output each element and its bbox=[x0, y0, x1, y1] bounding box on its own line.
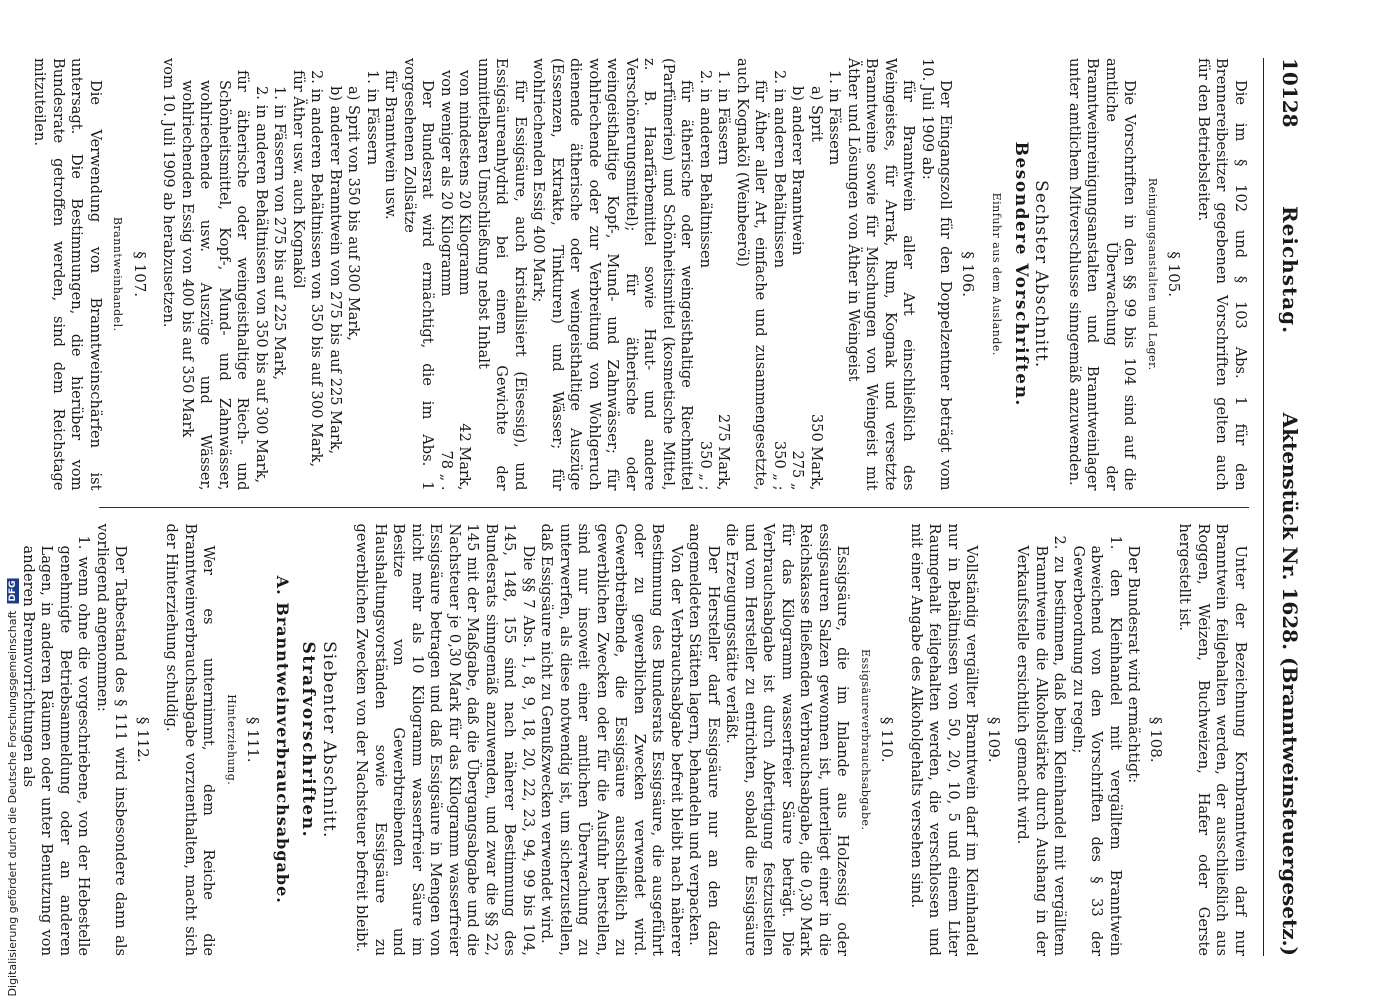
paragraph: für Branntwein aller Art einschließlich des Weingeistes, für Arrak, Rum, Kognak und versetzte Branntweine sowie für Mischungen von Weingeist mit Äther und Lösungen von Äther in Weingeist bbox=[845, 58, 918, 491]
rate-value: 400 Mark; bbox=[530, 225, 548, 303]
paragraph: Der Bundesrat wird ermächtigt, die im Abs. 1 vorgesehenen Zollsätze bbox=[401, 58, 437, 491]
chapter-subtitle: Strafvorschriften. bbox=[298, 641, 319, 839]
paragraph: Die Verwendung von Branntweinschärfen ist untersagt. Die Bestimmungen, die hierüber vom Bundesrate getroffen werden, sind dem Reichstage mitzuteilen. bbox=[31, 58, 104, 491]
list-item: 1. in Fässern von 275 bis auf 225 Mark, bbox=[271, 86, 289, 381]
section-number: § 111. bbox=[244, 716, 263, 763]
list-item: für Branntwein usw. bbox=[382, 70, 400, 220]
rate-label: a) Sprit bbox=[808, 86, 825, 142]
paragraph: Die Vorschriften in den §§ 99 bis 104 sind auf die amtliche Überwachung der Branntweinreinigungsanstalten und Branntweinlager unter amtlichem Mitverschlusse sinngemäß anzuwenden. bbox=[1066, 58, 1139, 491]
document-page bbox=[20, 0, 1330, 1000]
header-subtitle: Aktenstück Nr. 1628. (Branntweinsteuergesetz.) bbox=[1278, 412, 1302, 956]
list-item: 1. den Kleinhandel mit vergälltem Branntwein abweichend von den Vorschriften des § 33 der Gewerbeordnung zu regeln; bbox=[1070, 535, 1124, 956]
rate-row bbox=[714, 58, 733, 491]
text-columns bbox=[20, 58, 1249, 956]
rate-value: 78 „ . bbox=[438, 450, 455, 491]
left-column bbox=[31, 58, 1249, 507]
rate-value: 275 „ bbox=[789, 450, 807, 491]
section-number: § 108. bbox=[1147, 716, 1165, 763]
rate-label: von mindestens 20 Kilogramm bbox=[456, 70, 474, 296]
list-item: 1. in Fässern bbox=[364, 70, 381, 166]
section-number: § 109. bbox=[985, 716, 1003, 763]
paragraph bbox=[529, 58, 696, 491]
section-rubric: Essigsäureverbrauchsabgabe. bbox=[859, 649, 872, 831]
paragraph-text: für ätherische oder weingeisthaltige Riechmittel (Parfümerien) und Schönheitsmittel (kosmetische Mittel, z. B. Haarfärbemittel sowie Haut- und andere Verschönerungsmittel); für ätherische oder weingeisthaltige Kopf-, Mund- und Zahnwässer; für wohlriechende oder zur Verbreitung von Wohlgeruch dienende ätherische oder weingeisthaltige Auszüge (Essenzen, Extrakte, Tinkturen) und Wässer; für wohlriechenden Essig bbox=[530, 58, 696, 491]
section-number: § 112. bbox=[134, 716, 152, 763]
section-number: § 106. bbox=[959, 251, 977, 298]
rate-row bbox=[770, 58, 789, 491]
page-number: 10128 bbox=[1278, 58, 1302, 128]
list-item: 1. in Fässern bbox=[826, 70, 844, 166]
rate-value: 350 „ ; bbox=[697, 440, 714, 491]
rate-label: 2. in anderen Behältnissen bbox=[697, 70, 714, 269]
list-item: a) Sprit von 350 bis auf 300 Mark, bbox=[345, 86, 363, 341]
rate-value: 42 Mark, bbox=[456, 423, 474, 491]
right-column bbox=[20, 507, 1249, 957]
chapter-title: Siebenter Abschnitt. bbox=[319, 641, 339, 839]
paragraph: Der Tatbestand des § 111 wird insbesondere dann als vorliegend angenommen: bbox=[94, 523, 130, 956]
section-rubric: Reinigungsanstalten und Lager. bbox=[1146, 177, 1159, 371]
rate-value: 350 Mark, bbox=[808, 413, 825, 491]
paragraph: Essigsäure, die im Inlande aus Holzessig oder essigsauren Salzen gewonnen ist, unterliegt einer in die Reichskasse fließenden Verbrauchsabgabe, die 0,30 Mark für das Kilogramm wasserfreier Säure beträgt. Die Verbrauchsabgabe ist durch Abfertigung festzustellen und vom Hersteller zu entrichten, sobald die Essigsäure die Erzeugungsstätte verläßt. bbox=[723, 523, 852, 956]
section-rubric: Branntweinhandel. bbox=[111, 216, 125, 332]
page-header bbox=[1263, 58, 1302, 956]
rate-row bbox=[788, 58, 807, 491]
chapter-subtitle: Besondere Vorschriften. bbox=[1011, 141, 1031, 407]
digitization-note bbox=[2, 579, 22, 996]
list-item: 2. zu bestimmen, daß beim Kleinhandel mit vergälltem Branntweine die Alkoholstärke durch Aushang in der Verkaufsstelle ersichtlich gemacht wird. bbox=[1014, 535, 1069, 956]
paragraph: Die §§ 7 Abs. 1, 8, 9, 18, 20, 22, 23, 94, 99 bis 104, 145, 148, 155 sind nach näherer Bestimmung des Bundesrats sinngemäß anzuwenden, und zwar die §§ 22, 145 mit der Maßgabe, daß die Übergangsabgabe und die Nachsteuer je 0,30 Mark für das Kilogramm wasserfreier Essigsäure betragen und daß Essigsäure in Mengen von nicht mehr als 10 Kilogramm wasserfreier Säure im Besitze von Gewerbtreibenden und Haushaltungsvorständen sowie Essigsäure zu gewerblichen Zwecken von der Nachsteuer befreit bleibt. bbox=[353, 523, 537, 956]
section-rubric: Einfuhr aus dem Auslande. bbox=[990, 192, 1004, 356]
list-item: für Äther usw. auch Kognaköl bbox=[290, 70, 307, 289]
paragraph: Der Eingangszoll für den Doppelzentner beträgt vom 10. Juli 1909 ab: bbox=[919, 58, 955, 491]
rate-row bbox=[455, 58, 474, 491]
paragraph: Der Bundesrat wird ermächtigt: bbox=[1125, 545, 1143, 784]
digitization-text: Digitalisierung gefördert durch die Deutsche Forschungsgemeinschaft bbox=[5, 610, 19, 996]
list-item: 2. in anderen Behältnissen von 350 bis auf 300 Mark, bbox=[308, 70, 326, 468]
rate-label: 1. in Fässern bbox=[715, 70, 733, 166]
paragraph: Die im § 102 und § 103 Abs. 1 für den Brennereibesitzer gegebenen Vorschriften gelten auch für den Betriebsleiter. bbox=[1195, 58, 1249, 491]
dfg-logo-icon: DFG bbox=[7, 579, 18, 601]
paragraph: vom 10. Juli 1909 ab herabzusetzen. bbox=[160, 58, 178, 328]
rate-label: 2. in anderen Behältnissen bbox=[771, 70, 788, 269]
paragraph: für Essigsäure, auch kristallisiert (Eisessig), und Essigsäureanhydrid bei einem Gewichte der unmittelbaren Umschließung nebst Inhalt bbox=[475, 58, 529, 491]
rate-label: b) anderer Branntwein bbox=[789, 86, 807, 256]
section-rubric: Hinterziehung. bbox=[225, 694, 238, 786]
section-number: § 105. bbox=[1165, 251, 1184, 298]
list-item: b) anderer Branntwein von 275 bis auf 225 Mark, bbox=[327, 86, 344, 455]
paragraph: Von der Verbrauchsabgabe befreit bleibt nach näherer Bestimmung des Bundesrats Essigsäure, die ausgeführt oder zu gewerblichen Zwecken verwendet wird. Gewerbtreibende, die Essigsäure ausschließlich zu gewerblichen Zwecken oder für die Ausfuhr herstellen, sind nur insoweit einer amtlichen Überwachung zu unterwerfen, als diese notwendig ist, um sicherzustellen, daß Essigsäure nicht zu Genußzwecken verwendet wird. bbox=[538, 523, 685, 956]
rate-label: von weniger als 20 Kilogramm bbox=[438, 70, 455, 297]
paragraph: Vollständig vergällter Branntwein darf im Kleinhandel nur in Behältnissen von 50, 20, 10, 5 und einem Liter Raumgehalt feilgehalten werden, die verschlossen und mit einer Angabe des Alkoholgehalts versehen sind. bbox=[908, 523, 981, 956]
paragraph: Der Hersteller darf Essigsäure nur an den dazu angemeldeten Stätten lagern, behandeln und verpacken. bbox=[686, 523, 722, 956]
rate-value: 350 „ ; bbox=[771, 440, 788, 491]
list-item: 1. wenn ohne die vorgeschriebene, von der Hebestelle genehmigte Betriebsanmeldung oder an anderen Lagen, in anderen Räumen oder unter Benutzung von anderen Brennvorrichtungen als bbox=[20, 535, 93, 956]
section-number: § 107. bbox=[131, 251, 149, 298]
list-item: 2. in anderen Behältnissen von 350 bis auf 300 Mark, bbox=[253, 86, 270, 484]
paragraph: für Äther aller Art, einfache und zusammengesetzte, auch Kognaköl (Weinbeeröl) bbox=[734, 58, 770, 491]
paragraph: Unter der Bezeichnung Kornbranntwein darf nur Branntwein feilgehalten werden, der ausschließlich aus Roggen, Weizen, Buchweizen, Hafer oder Gerste hergestellt ist. bbox=[1176, 523, 1249, 956]
chapter-title: Sechster Abschnitt. bbox=[1031, 180, 1052, 369]
subchapter-title: A. Branntweinverbrauchsabgabe. bbox=[273, 575, 292, 904]
rate-value: 275 Mark, bbox=[715, 413, 733, 491]
section-number: § 110. bbox=[878, 716, 897, 763]
rate-row bbox=[807, 58, 826, 491]
rate-row bbox=[696, 58, 715, 491]
rate-row bbox=[437, 58, 456, 491]
list-item: für ätherische oder weingeisthaltige Riech- und Schönheitsmittel, Kopf-, Mund- und Zahnwässer, wohlriechende usw. Auszüge und Wässer, wohlriechenden Essig von 400 bis auf 350 Mark bbox=[179, 70, 252, 491]
paragraph: Wer es unternimmt, dem Reiche die Branntweinverbrauchsabgabe vorzuenthalten, macht sich der Hinterziehung schuldig. bbox=[163, 523, 218, 956]
header-title: Reichstag. bbox=[1278, 206, 1302, 335]
